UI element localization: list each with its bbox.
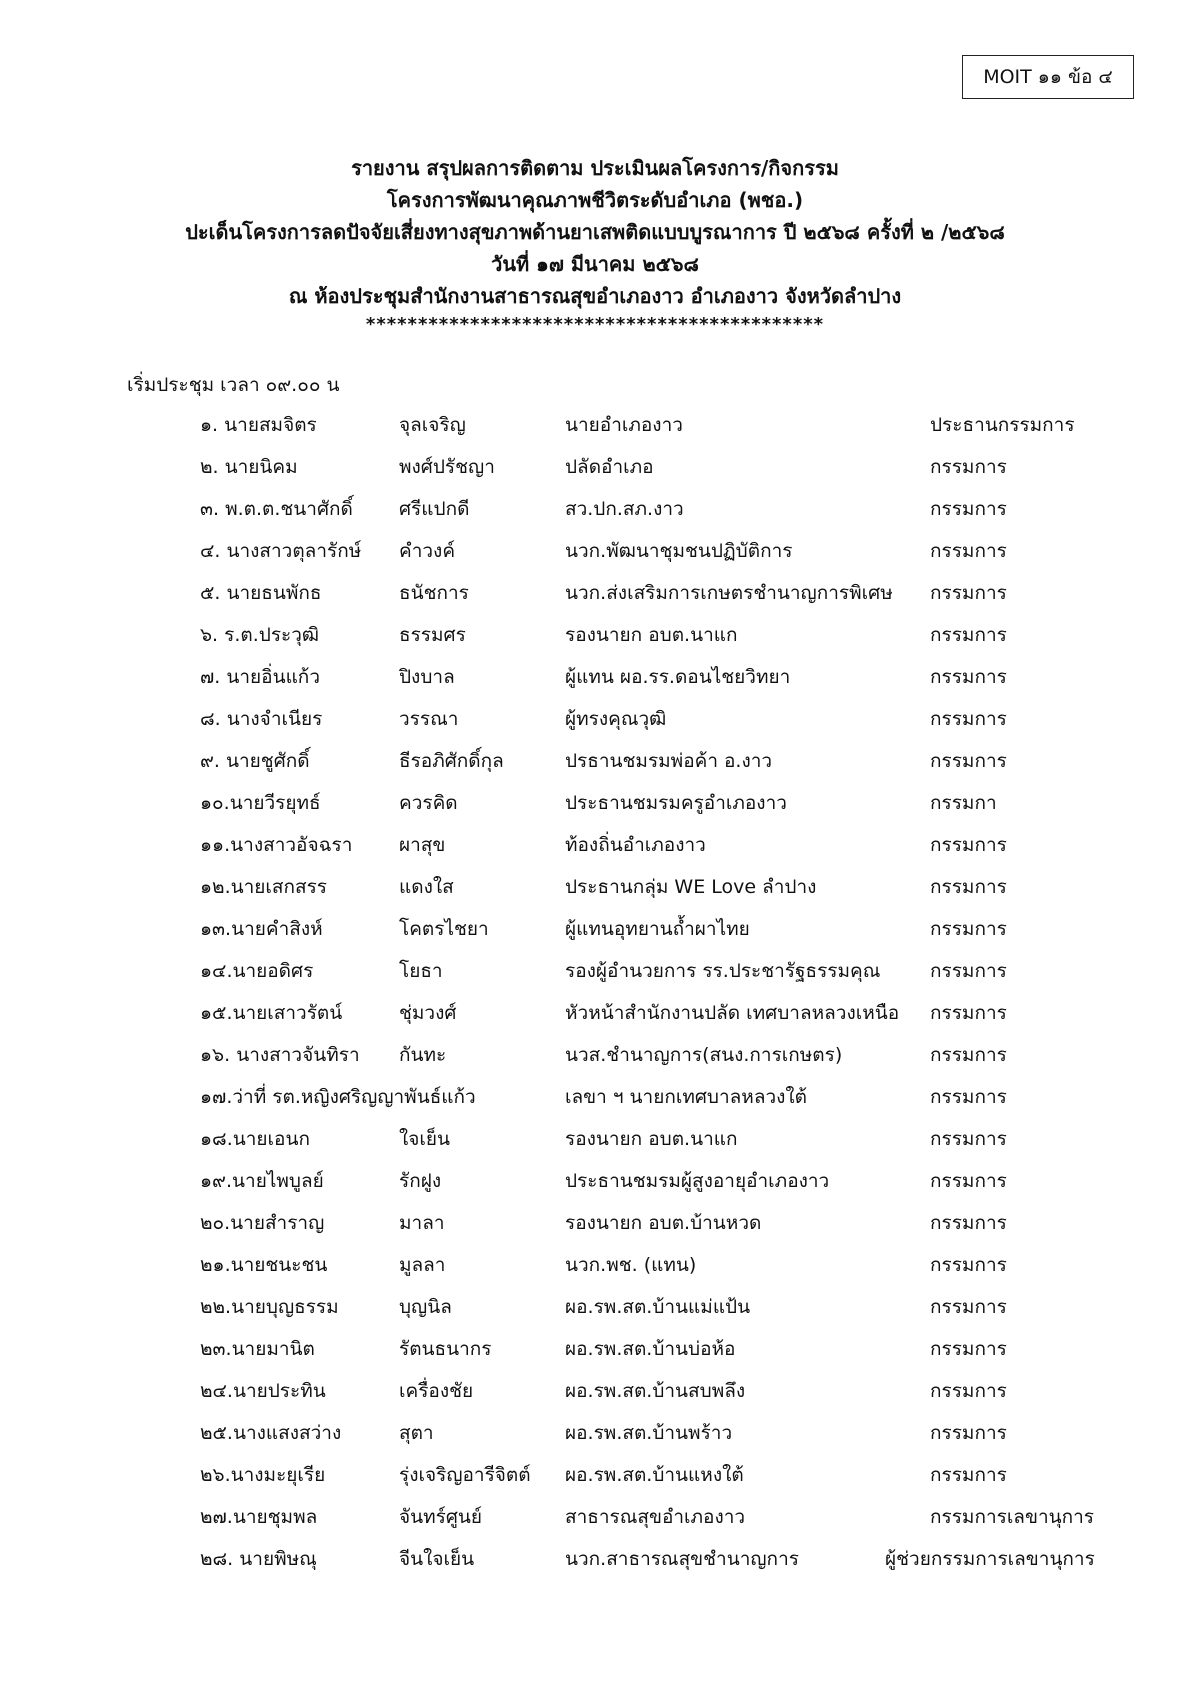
attendee-number: ๘. นางจำเนียร bbox=[200, 708, 323, 730]
attendee-surname: ปิงบาล bbox=[399, 666, 455, 688]
attendee-position: ผู้ทรงคุณวุฒิ bbox=[565, 708, 667, 730]
attendee-position: นวก.พช. (แทน) bbox=[565, 1254, 697, 1276]
attendee-surname: โคตรไชยา bbox=[399, 918, 489, 940]
attendee-surname: รุ่งเจริญอารีจิตต์ bbox=[399, 1464, 531, 1486]
attendee-row bbox=[0, 1412, 1190, 1454]
attendee-surname: มาลา bbox=[399, 1212, 445, 1234]
attendee-surname: รักฝูง bbox=[399, 1170, 442, 1192]
attendee-surname: รัตนธนากร bbox=[399, 1338, 492, 1360]
attendee-row bbox=[0, 698, 1190, 740]
attendee-role: กรรมการ bbox=[930, 1464, 1007, 1486]
attendee-surname: มูลลา bbox=[399, 1254, 446, 1276]
attendee-position: ผู้แทน ผอ.รร.ดอนไชยวิทยา bbox=[565, 666, 791, 688]
attendee-role: กรรมการ bbox=[930, 1212, 1007, 1234]
attendee-row bbox=[0, 1244, 1190, 1286]
attendee-position: นวก.สาธารณสุขชำนาญการ bbox=[565, 1548, 799, 1570]
attendee-role: กรรมการ bbox=[930, 1170, 1007, 1192]
attendee-number: ๑๕.นายเสาวรัตน์ bbox=[200, 1002, 343, 1024]
attendee-row bbox=[0, 404, 1190, 446]
attendee-row bbox=[0, 1454, 1190, 1496]
attendee-position: สาธารณสุขอำเภองาว bbox=[565, 1506, 746, 1528]
attendee-row bbox=[0, 908, 1190, 950]
attendee-number: ๓. พ.ต.ต.ชนาศักดิ์ bbox=[200, 498, 353, 520]
attendee-number: ๒. นายนิคม bbox=[200, 456, 298, 478]
attendee-position: ผอ.รพ.สต.บ้านพร้าว bbox=[565, 1422, 733, 1444]
attendee-number: ๑๔.นายอดิศร bbox=[200, 960, 314, 982]
attendee-row bbox=[0, 446, 1190, 488]
attendee-role: ผู้ช่วยกรรมการเลขานุการ bbox=[885, 1548, 1095, 1570]
attendee-position: ท้องถิ่นอำเภองาว bbox=[565, 834, 706, 856]
attendee-number: ๑๐.นายวีรยุทธ์ bbox=[200, 792, 321, 814]
attendee-surname: ผาสุข bbox=[399, 834, 446, 856]
attendee-position: นวก.พัฒนาชุมชนปฏิบัติการ bbox=[565, 540, 793, 562]
attendee-position: ประธานกลุ่ม WE Love ลำปาง bbox=[565, 876, 817, 898]
attendee-number: ๑๒.นายเสกสรร bbox=[200, 876, 328, 898]
attendee-number: ๒๐.นายสำราญ bbox=[200, 1212, 325, 1234]
attendee-row bbox=[0, 1118, 1190, 1160]
attendee-surname: ธรรมศร bbox=[399, 624, 466, 646]
attendee-surname: ควรคิด bbox=[399, 792, 458, 814]
attendee-role: กรรมการ bbox=[930, 1044, 1007, 1066]
attendee-number: ๗. นายอิ่นแก้ว bbox=[200, 666, 320, 688]
attendee-row bbox=[0, 824, 1190, 866]
attendee-role: กรรมการ bbox=[930, 918, 1007, 940]
attendee-position: นวก.ส่งเสริมการเกษตรชำนาญการพิเศษ bbox=[565, 582, 893, 604]
meeting-venue: ณ ห้องประชุมสำนักงานสาธารณสุขอำเภองาว อำเภองาว จังหวัดลำปาง bbox=[288, 284, 902, 308]
meeting-start-time: เริ่มประชุม เวลา ๐๙.๐๐ น bbox=[127, 374, 340, 396]
attendee-position: เลขา ฯ นายกเทศบาลหลวงใต้ bbox=[565, 1086, 808, 1108]
attendee-role: กรรมกา bbox=[930, 792, 997, 814]
attendee-position: ผอ.รพ.สต.บ้านบ่อห้อ bbox=[565, 1338, 736, 1360]
attendee-position: ผอ.รพ.สต.บ้านสบพลึง bbox=[565, 1380, 746, 1402]
attendee-surname: พงศ์ปรัชญา bbox=[399, 456, 495, 478]
attendee-surname: เครื่องชัย bbox=[399, 1380, 474, 1402]
attendee-number: ๒๑.นายชนะชน bbox=[200, 1254, 328, 1276]
attendee-position: ปรธานชมรมพ่อค้า อ.งาว bbox=[565, 750, 773, 772]
attendee-position: รองนายก อบต.บ้านหวด bbox=[565, 1212, 762, 1234]
attendee-position: ผู้แทนอุทยานถ้ำผาไทย bbox=[565, 918, 750, 940]
attendee-number: ๑๙.นายไพบูลย์ bbox=[200, 1170, 324, 1192]
attendee-row bbox=[0, 572, 1190, 614]
attendee-role: กรรมการเลขานุการ bbox=[930, 1506, 1094, 1528]
attendee-role: กรรมการ bbox=[930, 666, 1007, 688]
attendee-number: ๒๓.นายมานิต bbox=[200, 1338, 315, 1360]
attendee-role: กรรมการ bbox=[930, 456, 1007, 478]
attendee-role: กรรมการ bbox=[930, 624, 1007, 646]
attendee-number: ๔. นางสาวตุลารักษ์ bbox=[200, 540, 362, 562]
attendee-number: ๑. นายสมจิตร bbox=[200, 414, 317, 436]
attendee-row bbox=[0, 782, 1190, 824]
attendee-position: นวส.ชำนาญการ(สนง.การเกษตร) bbox=[565, 1044, 843, 1066]
attendee-surname: แดงใส bbox=[399, 876, 454, 898]
attendee-row bbox=[0, 1538, 1190, 1580]
attendee-surname: ธนัชการ bbox=[399, 582, 469, 604]
attendee-row bbox=[0, 866, 1190, 908]
attendee-surname: จีนใจเย็น bbox=[399, 1548, 475, 1570]
attendee-row bbox=[0, 1496, 1190, 1538]
attendee-row bbox=[0, 1286, 1190, 1328]
attendee-row bbox=[0, 1034, 1190, 1076]
attendee-number: ๒๖.นางมะยุเรีย bbox=[200, 1464, 326, 1486]
attendee-number: ๑๓.นายคำสิงห์ bbox=[200, 918, 323, 940]
attendee-list bbox=[0, 404, 1190, 1580]
attendee-position: ผอ.รพ.สต.บ้านแหงใต้ bbox=[565, 1464, 744, 1486]
attendee-row bbox=[0, 1160, 1190, 1202]
attendee-role: กรรมการ bbox=[930, 498, 1007, 520]
attendee-row bbox=[0, 992, 1190, 1034]
attendee-surname: กันทะ bbox=[399, 1044, 447, 1066]
attendee-role: กรรมการ bbox=[930, 1086, 1007, 1108]
attendee-role: กรรมการ bbox=[930, 708, 1007, 730]
attendee-position: รองนายก อบต.นาแก bbox=[565, 624, 738, 646]
attendee-position: นายอำเภองาว bbox=[565, 414, 683, 436]
attendee-role: กรรมการ bbox=[930, 1338, 1007, 1360]
attendee-role: กรรมการ bbox=[930, 1422, 1007, 1444]
attendee-role: กรรมการ bbox=[930, 876, 1007, 898]
attendee-row bbox=[0, 740, 1190, 782]
attendee-number: ๕. นายธนพักธ bbox=[200, 582, 322, 604]
attendee-number: ๒๔.นายประทิน bbox=[200, 1380, 326, 1402]
project-issue: ปะเด็นโครงการลดปัจจัยเสี่ยงทางสุขภาพด้านยาเสพติดแบบบูรณาการ ปี ๒๕๖๘ ครั้งที่ ๒ /๒๕๖๘ bbox=[185, 220, 1005, 244]
attendee-role: กรรมการ bbox=[930, 834, 1007, 856]
attendee-row bbox=[0, 1370, 1190, 1412]
attendee-number: ๙. นายชูศักดิ์ bbox=[200, 750, 310, 772]
attendee-row bbox=[0, 656, 1190, 698]
attendee-position: รองผู้อำนวยการ รร.ประชารัฐธรรมคุณ bbox=[565, 960, 881, 982]
attendee-position: ประธานชมรมครูอำเภองาว bbox=[565, 792, 787, 814]
attendee-role: ประธานกรรมการ bbox=[930, 414, 1075, 436]
attendee-number: ๖. ร.ต.ประวุฒิ bbox=[200, 624, 320, 646]
attendee-number: ๑๘.นายเอนก bbox=[200, 1128, 310, 1150]
attendee-position: ผอ.รพ.สต.บ้านแม่แป้น bbox=[565, 1296, 751, 1318]
attendee-number: ๒๕.นางแสงสว่าง bbox=[200, 1422, 342, 1444]
attendee-surname: ธีรอภิศักดิ์กุล bbox=[399, 750, 504, 772]
attendee-role: กรรมการ bbox=[930, 1380, 1007, 1402]
asterisk-separator: ******************************************** bbox=[365, 314, 825, 335]
attendee-position: หัวหน้าสำนักงานปลัด เทศบาลหลวงเหนือ bbox=[565, 1002, 900, 1024]
attendee-row bbox=[0, 950, 1190, 992]
attendee-surname: บุญนิล bbox=[399, 1296, 452, 1318]
attendee-row bbox=[0, 1202, 1190, 1244]
attendee-number: ๒๒.นายบุญธรรม bbox=[200, 1296, 339, 1318]
attendee-surname: คำวงค์ bbox=[399, 540, 456, 562]
attendee-position: ปลัดอำเภอ bbox=[565, 456, 654, 478]
attendee-row bbox=[0, 1076, 1190, 1118]
attendee-position: สว.ปก.สภ.งาว bbox=[565, 498, 684, 520]
attendee-surname: ศรีแปกดี bbox=[399, 498, 470, 520]
report-header bbox=[0, 152, 1190, 338]
attendee-role: กรรมการ bbox=[930, 1296, 1007, 1318]
attendee-row bbox=[0, 1328, 1190, 1370]
attendee-role: กรรมการ bbox=[930, 960, 1007, 982]
attendee-row bbox=[0, 530, 1190, 572]
attendee-surname: จุลเจริญ bbox=[399, 414, 466, 436]
document-code-box: MOIT ๑๑ ข้อ ๔ bbox=[962, 55, 1134, 99]
attendee-position: รองนายก อบต.นาแก bbox=[565, 1128, 738, 1150]
attendee-surname: ใจเย็น bbox=[399, 1128, 451, 1150]
attendee-role: กรรมการ bbox=[930, 582, 1007, 604]
attendee-surname: ชุ่มวงศ์ bbox=[399, 1002, 457, 1024]
report-title: รายงาน สรุปผลการติดตาม ประเมินผลโครงการ/กิจกรรม bbox=[351, 156, 839, 180]
attendee-role: กรรมการ bbox=[930, 540, 1007, 562]
attendee-position: ประธานชมรมผู้สูงอายุอำเภองาว bbox=[565, 1170, 830, 1192]
attendee-number: ๑๗.ว่าที่ รต.หญิงศริญญาพันธ์แก้ว bbox=[200, 1086, 476, 1108]
attendee-surname: จันทร์ศูนย์ bbox=[399, 1506, 483, 1528]
attendee-surname: สุตา bbox=[399, 1422, 434, 1444]
attendee-number: ๒๘. นายพิษณุ bbox=[200, 1548, 317, 1570]
attendee-role: กรรมการ bbox=[930, 1128, 1007, 1150]
attendee-surname: โยธา bbox=[399, 960, 443, 982]
attendee-row bbox=[0, 614, 1190, 656]
attendee-role: กรรมการ bbox=[930, 750, 1007, 772]
meeting-date: วันที่ ๑๗ มีนาคม ๒๕๖๘ bbox=[491, 252, 699, 276]
attendee-role: กรรมการ bbox=[930, 1002, 1007, 1024]
attendee-row bbox=[0, 488, 1190, 530]
attendee-surname: วรรณา bbox=[399, 708, 459, 730]
attendee-number: ๒๗.นายชุมพล bbox=[200, 1506, 318, 1528]
project-name: โครงการพัฒนาคุณภาพชีวิตระดับอำเภอ (พชอ.) bbox=[386, 188, 804, 212]
attendee-number: ๑๑.นางสาวอัจฉรา bbox=[200, 834, 353, 856]
attendee-role: กรรมการ bbox=[930, 1254, 1007, 1276]
attendee-number: ๑๖. นางสาวจันทิรา bbox=[200, 1044, 360, 1066]
